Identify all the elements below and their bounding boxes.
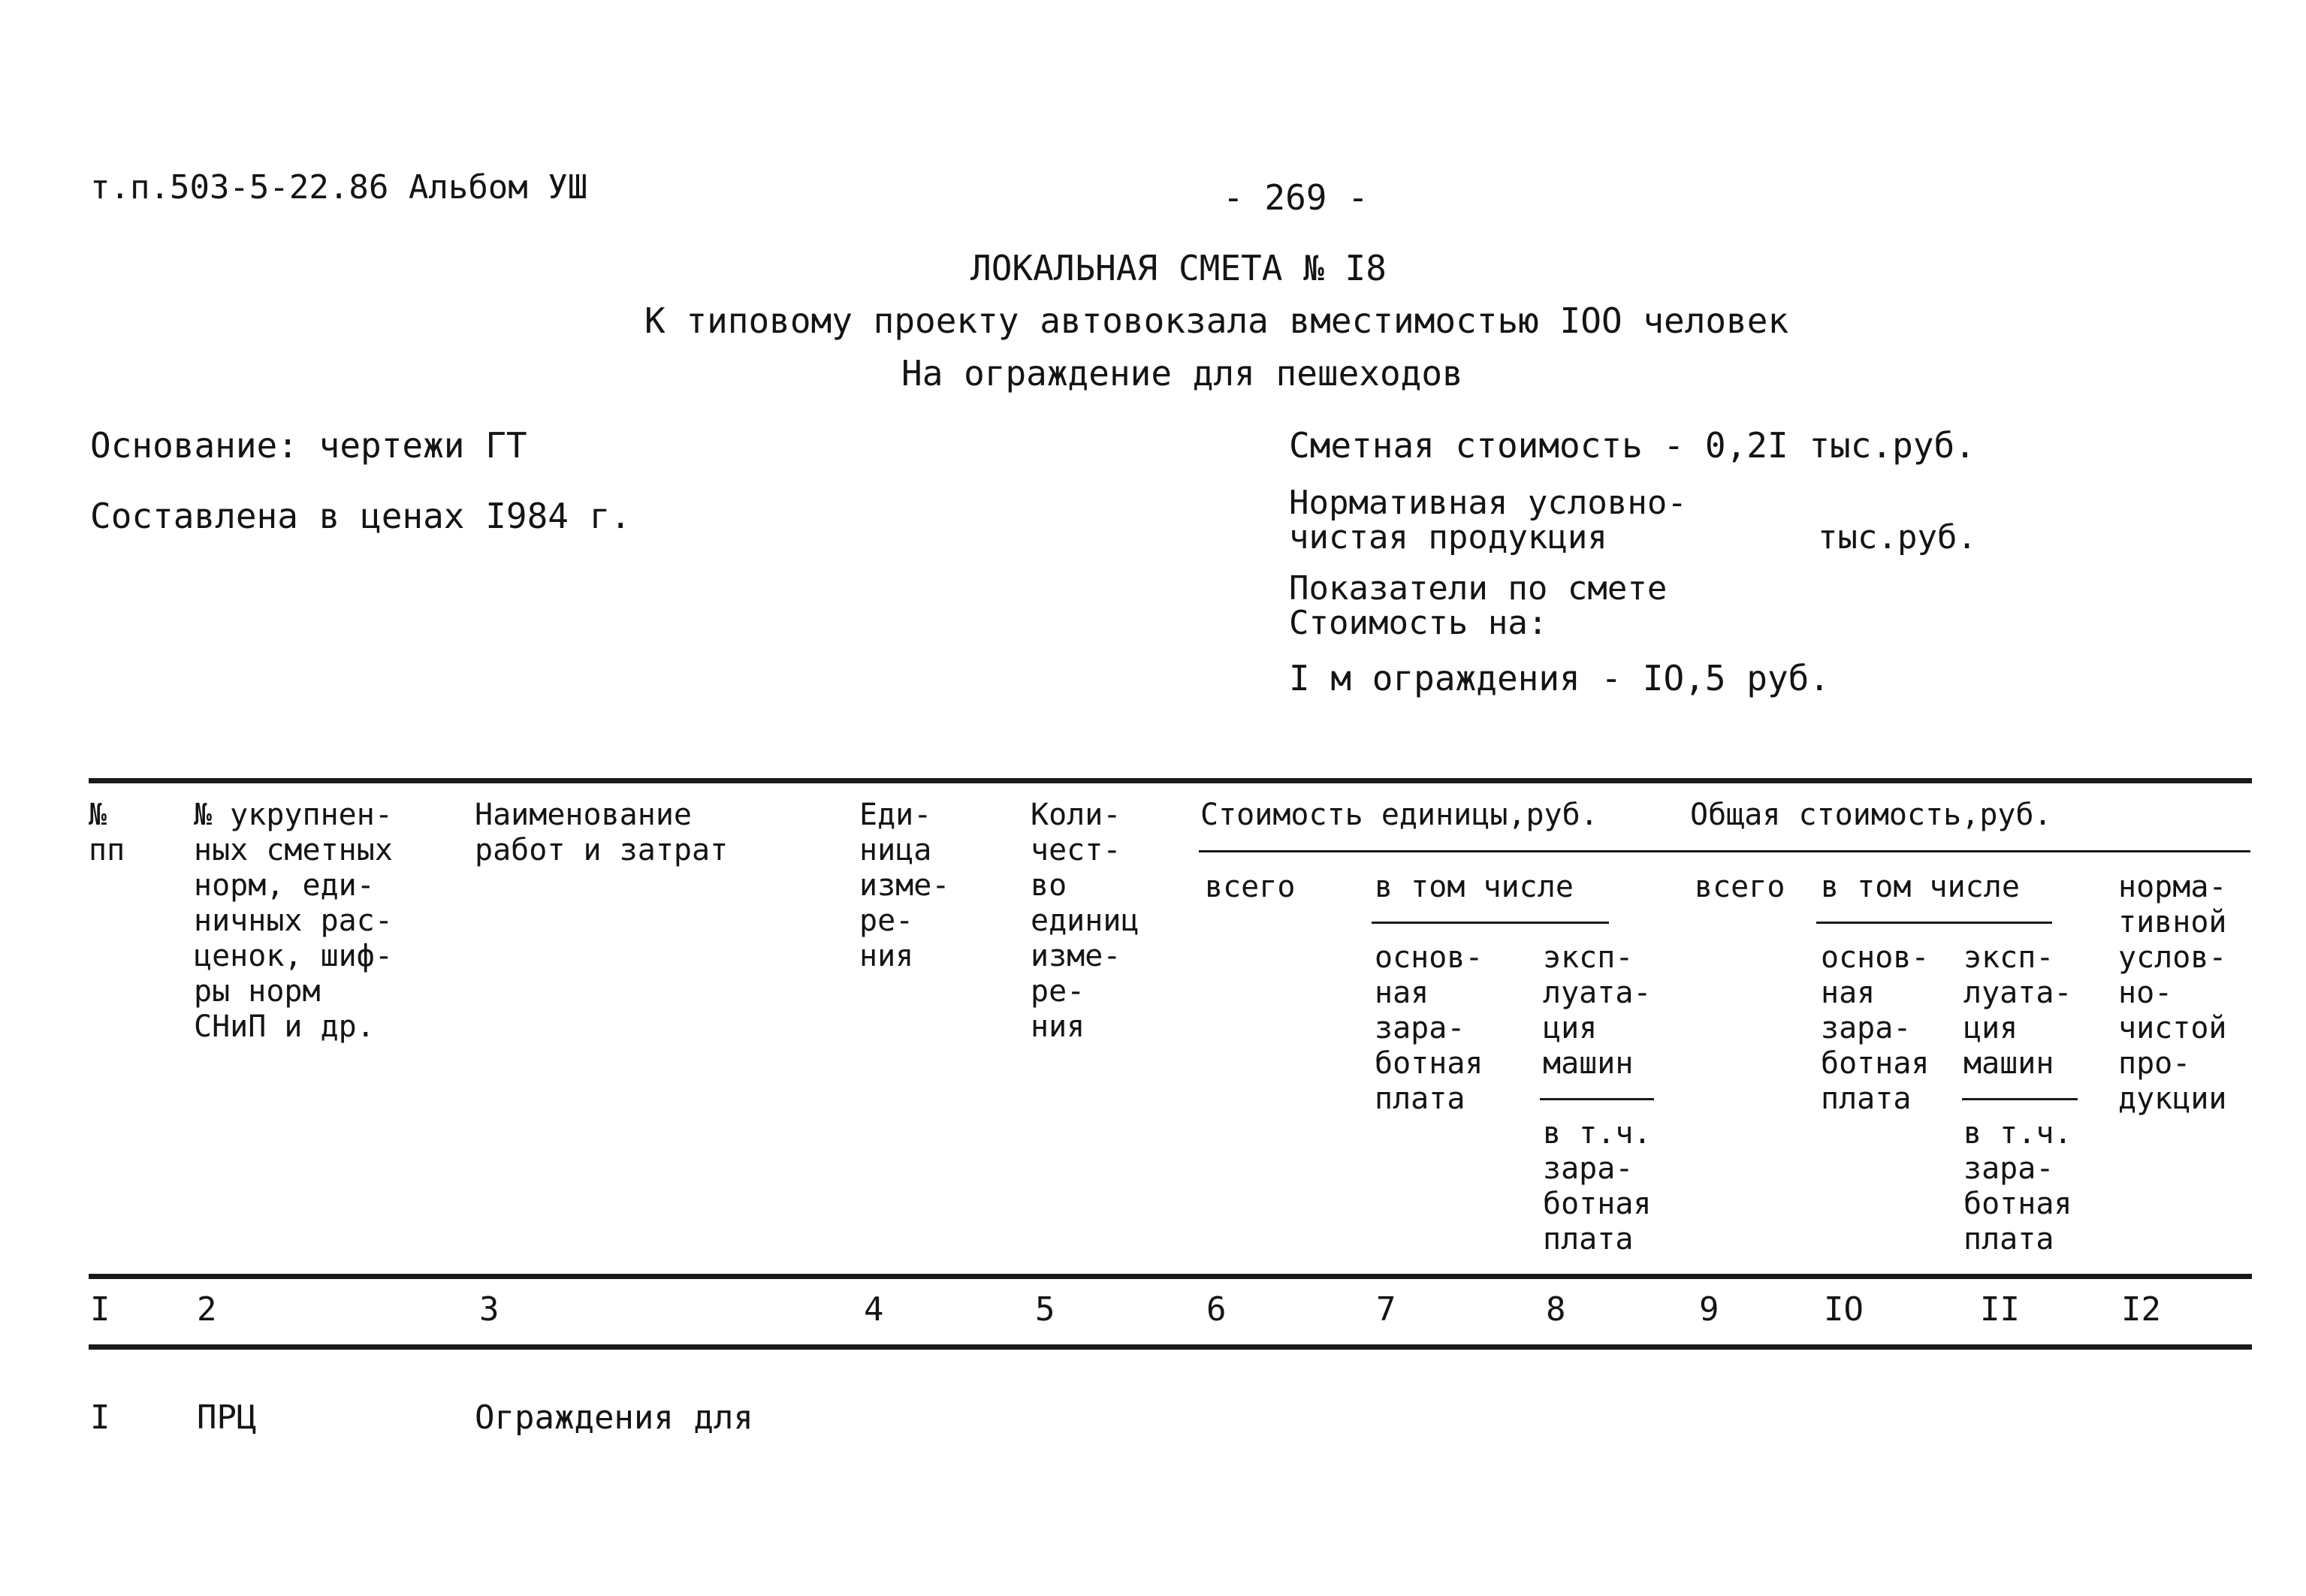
total-wage-header: основ- ная зара- ботная плата xyxy=(1821,940,1930,1116)
unit-cost-text: I м ограждения - IO,5 руб. xyxy=(1289,658,1831,698)
col-number-2: 2 xyxy=(197,1290,217,1329)
row-name: Ограждения для xyxy=(475,1398,753,1437)
total-machines-header: эксп- луата- ция машин xyxy=(1963,940,2072,1081)
normative-product-label-1: Нормативная условно- xyxy=(1289,484,1687,522)
col-number-12: I2 xyxy=(2121,1290,2161,1329)
col-number-7: 7 xyxy=(1376,1290,1396,1329)
unit-machines-wage-header: в т.ч. зара- ботная плата xyxy=(1543,1116,1652,1257)
prices-text: Составлена в ценах I984 г. xyxy=(90,496,632,536)
col-number-9: 9 xyxy=(1699,1290,1719,1329)
total-total-header: всего xyxy=(1695,870,1785,904)
estimated-cost: Сметная стоимость - 0,2I тыс.руб. xyxy=(1289,425,1975,466)
col-number-5: 5 xyxy=(1035,1290,1055,1329)
col-number-1: I xyxy=(90,1290,110,1329)
col-number-11: II xyxy=(1980,1290,2020,1329)
unit-incl-header: в том числе xyxy=(1375,870,1574,904)
header-col-5: Коли- чест- во единиц изме- ре- ния xyxy=(1031,798,1139,1044)
total-subgroup-rule xyxy=(1816,922,2052,924)
document-reference: т.п.503-5-22.86 Альбом УШ xyxy=(90,168,588,207)
header-bottom-rule xyxy=(89,1274,2252,1279)
unit-subgroup-rule xyxy=(1372,922,1609,924)
net-product-header: норма- тивной услов- но- чистой про- дукции xyxy=(2118,870,2227,1116)
cost-group-rule xyxy=(1199,850,2250,852)
unit-cost-group-header: Стоимость единицы,руб. xyxy=(1200,798,1598,832)
page-number: - 269 - xyxy=(1223,177,1369,218)
table-top-rule xyxy=(89,778,2252,783)
header-col-3: Наименование работ и затрат xyxy=(475,798,729,867)
basis-text: Основание: чертежи ГТ xyxy=(90,425,527,466)
header-col-1: № пп xyxy=(89,798,125,867)
col-number-10: IO xyxy=(1824,1290,1864,1329)
total-cost-group-header: Общая стоимость,руб. xyxy=(1690,798,2052,832)
row-code: ПРЦ xyxy=(197,1398,257,1437)
col-number-6: 6 xyxy=(1206,1290,1227,1329)
header-col-2: № укрупнен- ных сметных норм, еди- ничных рас- ценок, шиф- ры норм СНиП и др. xyxy=(194,798,393,1044)
document-subject: На ограждение для пешеходов xyxy=(901,353,1463,394)
header-col-4: Еди- ница изме- ре- ния xyxy=(859,798,950,973)
unit-wage-header: основ- ная зара- ботная плата xyxy=(1375,940,1484,1116)
col-number-8: 8 xyxy=(1546,1290,1566,1329)
col-number-4: 4 xyxy=(864,1290,884,1329)
row-number: I xyxy=(90,1398,110,1437)
document-subtitle: К типовому проекту автовокзала вместимостью IOO человек xyxy=(644,300,1789,341)
cost-per-label: Стоимость на: xyxy=(1289,604,1548,642)
document-title: ЛОКАЛЬНАЯ СМЕТА № I8 xyxy=(970,248,1387,288)
col-number-3: 3 xyxy=(479,1290,500,1329)
total-machines-wage-header: в т.ч. зара- ботная плата xyxy=(1963,1116,2072,1257)
unit-machines-rule xyxy=(1540,1098,1654,1100)
unit-machines-header: эксп- луата- ция машин xyxy=(1543,940,1652,1081)
column-numbers-rule xyxy=(89,1344,2252,1350)
normative-product-unit: тыс.руб. xyxy=(1818,518,1977,557)
normative-product-label-2: чистая продукция xyxy=(1289,518,1607,557)
total-machines-rule xyxy=(1962,1098,2078,1100)
unit-total-header: всего xyxy=(1205,870,1296,904)
total-incl-header: в том числе xyxy=(1821,870,2020,904)
indicators-label: Показатели по смете xyxy=(1289,569,1668,608)
